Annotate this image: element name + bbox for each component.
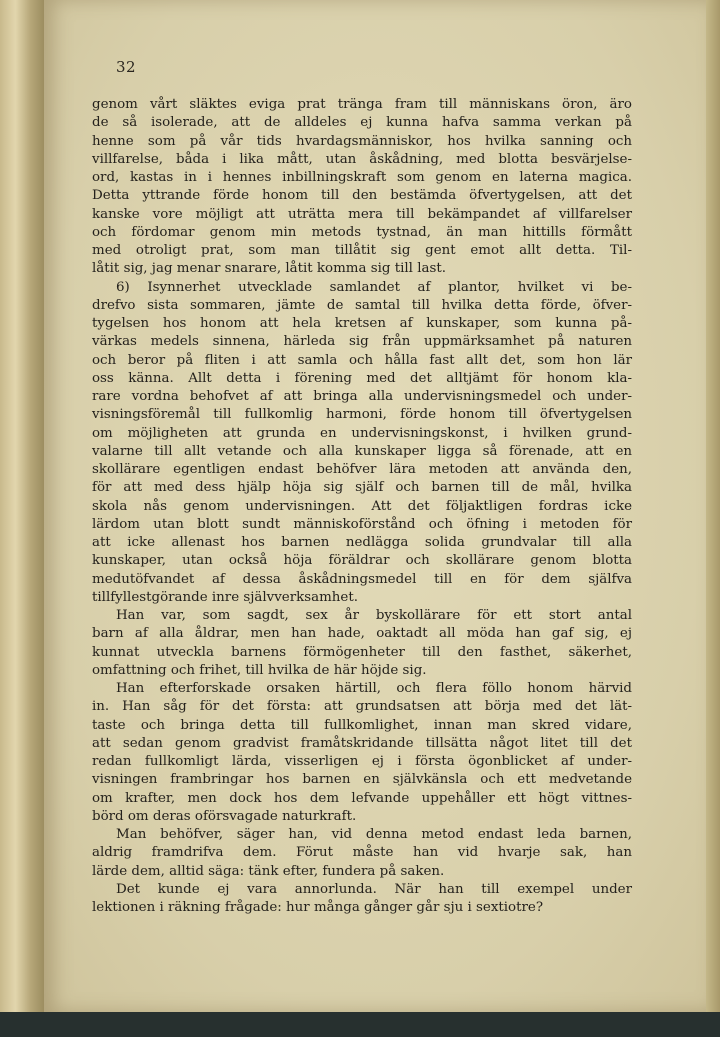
text-line: börd om deras oförsvagade naturkraft. (92, 808, 357, 824)
text-line: drefvo sista sommaren, jämte de samtal till hvilka detta förde, öfver- (92, 297, 632, 313)
text-line: redan fullkomligt lärda, visserligen ej i första ögonblicket af under- (92, 754, 632, 769)
text-line: visningsföremål till fullkomlig harmoni, förde honom till öfvertygelsen (92, 407, 632, 423)
text-line: aldrig framdrifva dem. Förut måste han vid hvarje sak, han (92, 845, 632, 861)
text-line: kunskaper, utan också höja föräldrar och skollärare genom blotta (92, 553, 632, 569)
text-line: skollärare egentligen endast behöfver lära metoden att använda den, (92, 462, 632, 477)
text-line: villfarelse, båda i lika mått, utan åskådning, med blotta besvärjelse- (92, 151, 632, 167)
text-line: in. Han såg för det första: att grundsatsen att börja med det lät- (92, 699, 632, 715)
background-strip (0, 1012, 720, 1037)
text-line: och fördomar genom min metods tystnad, än man hittills förmått (92, 224, 632, 240)
text-line: valarne till allt vetande och alla kunskaper ligga så förenade, att en (92, 443, 632, 459)
text-line: att icke allenast hos barnen nedlägga solida grundvalar till alla (92, 535, 632, 550)
text-line: oss känna. Allt detta i förening med det alltjämt för honom kla- (92, 370, 632, 386)
text-line: medutöfvandet af dessa åskådningsmedel till en för dem själfva (92, 571, 632, 587)
text-line: Han efterforskade orsaken härtill, och flera föllo honom härvid (116, 681, 632, 696)
text-line: ord, kastas in i hennes inbillningskraft som genom en laterna magica. (92, 170, 632, 185)
text-line: de så isolerade, att de alldeles ej kunna hafva samma verkan på (92, 115, 632, 131)
text-line: 6) Isynnerhet utvecklade samlandet af plantor, hvilket vi be- (116, 279, 632, 295)
text-line: barn af alla åldrar, men han hade, oaktadt all möda han gaf sig, ej (92, 626, 632, 642)
text-line: taste och bringa detta till fullkomlighet, innan man skred vidare, (92, 717, 632, 733)
text-line: om krafter, men dock hos dem lefvande uppehåller ett högt vittnes- (92, 790, 632, 806)
text-line: att sedan genom gradvist framåtskridande tillsätta något litet till det (92, 735, 632, 751)
text-line: rare vordna behofvet af att bringa alla undervisningsmedel och under- (92, 389, 632, 404)
text-line: tygelsen hos honom att hela kretsen af kunskaper, som kunna på- (92, 316, 632, 331)
book-binding (0, 0, 44, 1037)
page-number: 32 (116, 58, 137, 76)
page-edge (706, 0, 720, 1012)
text-line: för att med dess hjälp höja sig själf och barnen till de mål, hvilka (92, 480, 632, 496)
text-line: och beror på fliten i att samla och hålla fast allt det, som hon lär (92, 352, 632, 368)
text-line: värkas medels sinnena, härleda sig från uppmärksamhet på naturen (92, 334, 632, 350)
text-line: henne som på vår tids hvardagsmänniskor, hos hvilka sanning och (92, 133, 632, 149)
text-line: låtit sig, jag menar snarare, låtit komma sig till last. (92, 261, 446, 277)
text-line: Han var, som sagdt, sex år byskollärare för ett stort antal (116, 608, 632, 623)
text-line: med otroligt prat, som man tillåtit sig gent emot allt detta. Til- (92, 243, 632, 258)
text-line: lärdom utan blott sundt människoförstånd och öfning i metoden för (92, 516, 632, 532)
text-line: Man behöfver, säger han, vid denna metod endast leda barnen, (116, 827, 632, 842)
text-line: Det kunde ej vara annorlunda. När han till exempel under (116, 881, 632, 897)
text-line: tillfyllestgörande inre självverksamhet. (92, 589, 358, 605)
text-line: visningen frambringar hos barnen en självkänsla och ett medvetande (92, 772, 632, 788)
text-line: Detta yttrande förde honom till den bestämda öfvertygelsen, att det (92, 188, 632, 204)
text-line: lektionen i räkning frågade: hur många gånger går sju i sextiotre? (92, 900, 544, 915)
text-line: kunnat utveckla barnens förmögenheter till den fasthet, säkerhet, (92, 644, 632, 660)
text-line: skola nås genom undervisningen. Att det följaktligen fordras icke (92, 498, 632, 514)
text-line: genom vårt släktes eviga prat tränga fram till människans öron, äro (92, 97, 632, 112)
text-line: omfattning och frihet, till hvilka de här höjde sig. (92, 662, 427, 678)
body-text (92, 96, 632, 917)
text-line: kanske vore möjligt att uträtta mera till bekämpandet af villfarelser (92, 206, 632, 222)
text-line: lärde dem, alltid säga: tänk efter, fundera på saken. (92, 863, 445, 879)
text-line: om möjligheten att grunda en undervisningskonst, i hvilken grund- (92, 425, 632, 441)
